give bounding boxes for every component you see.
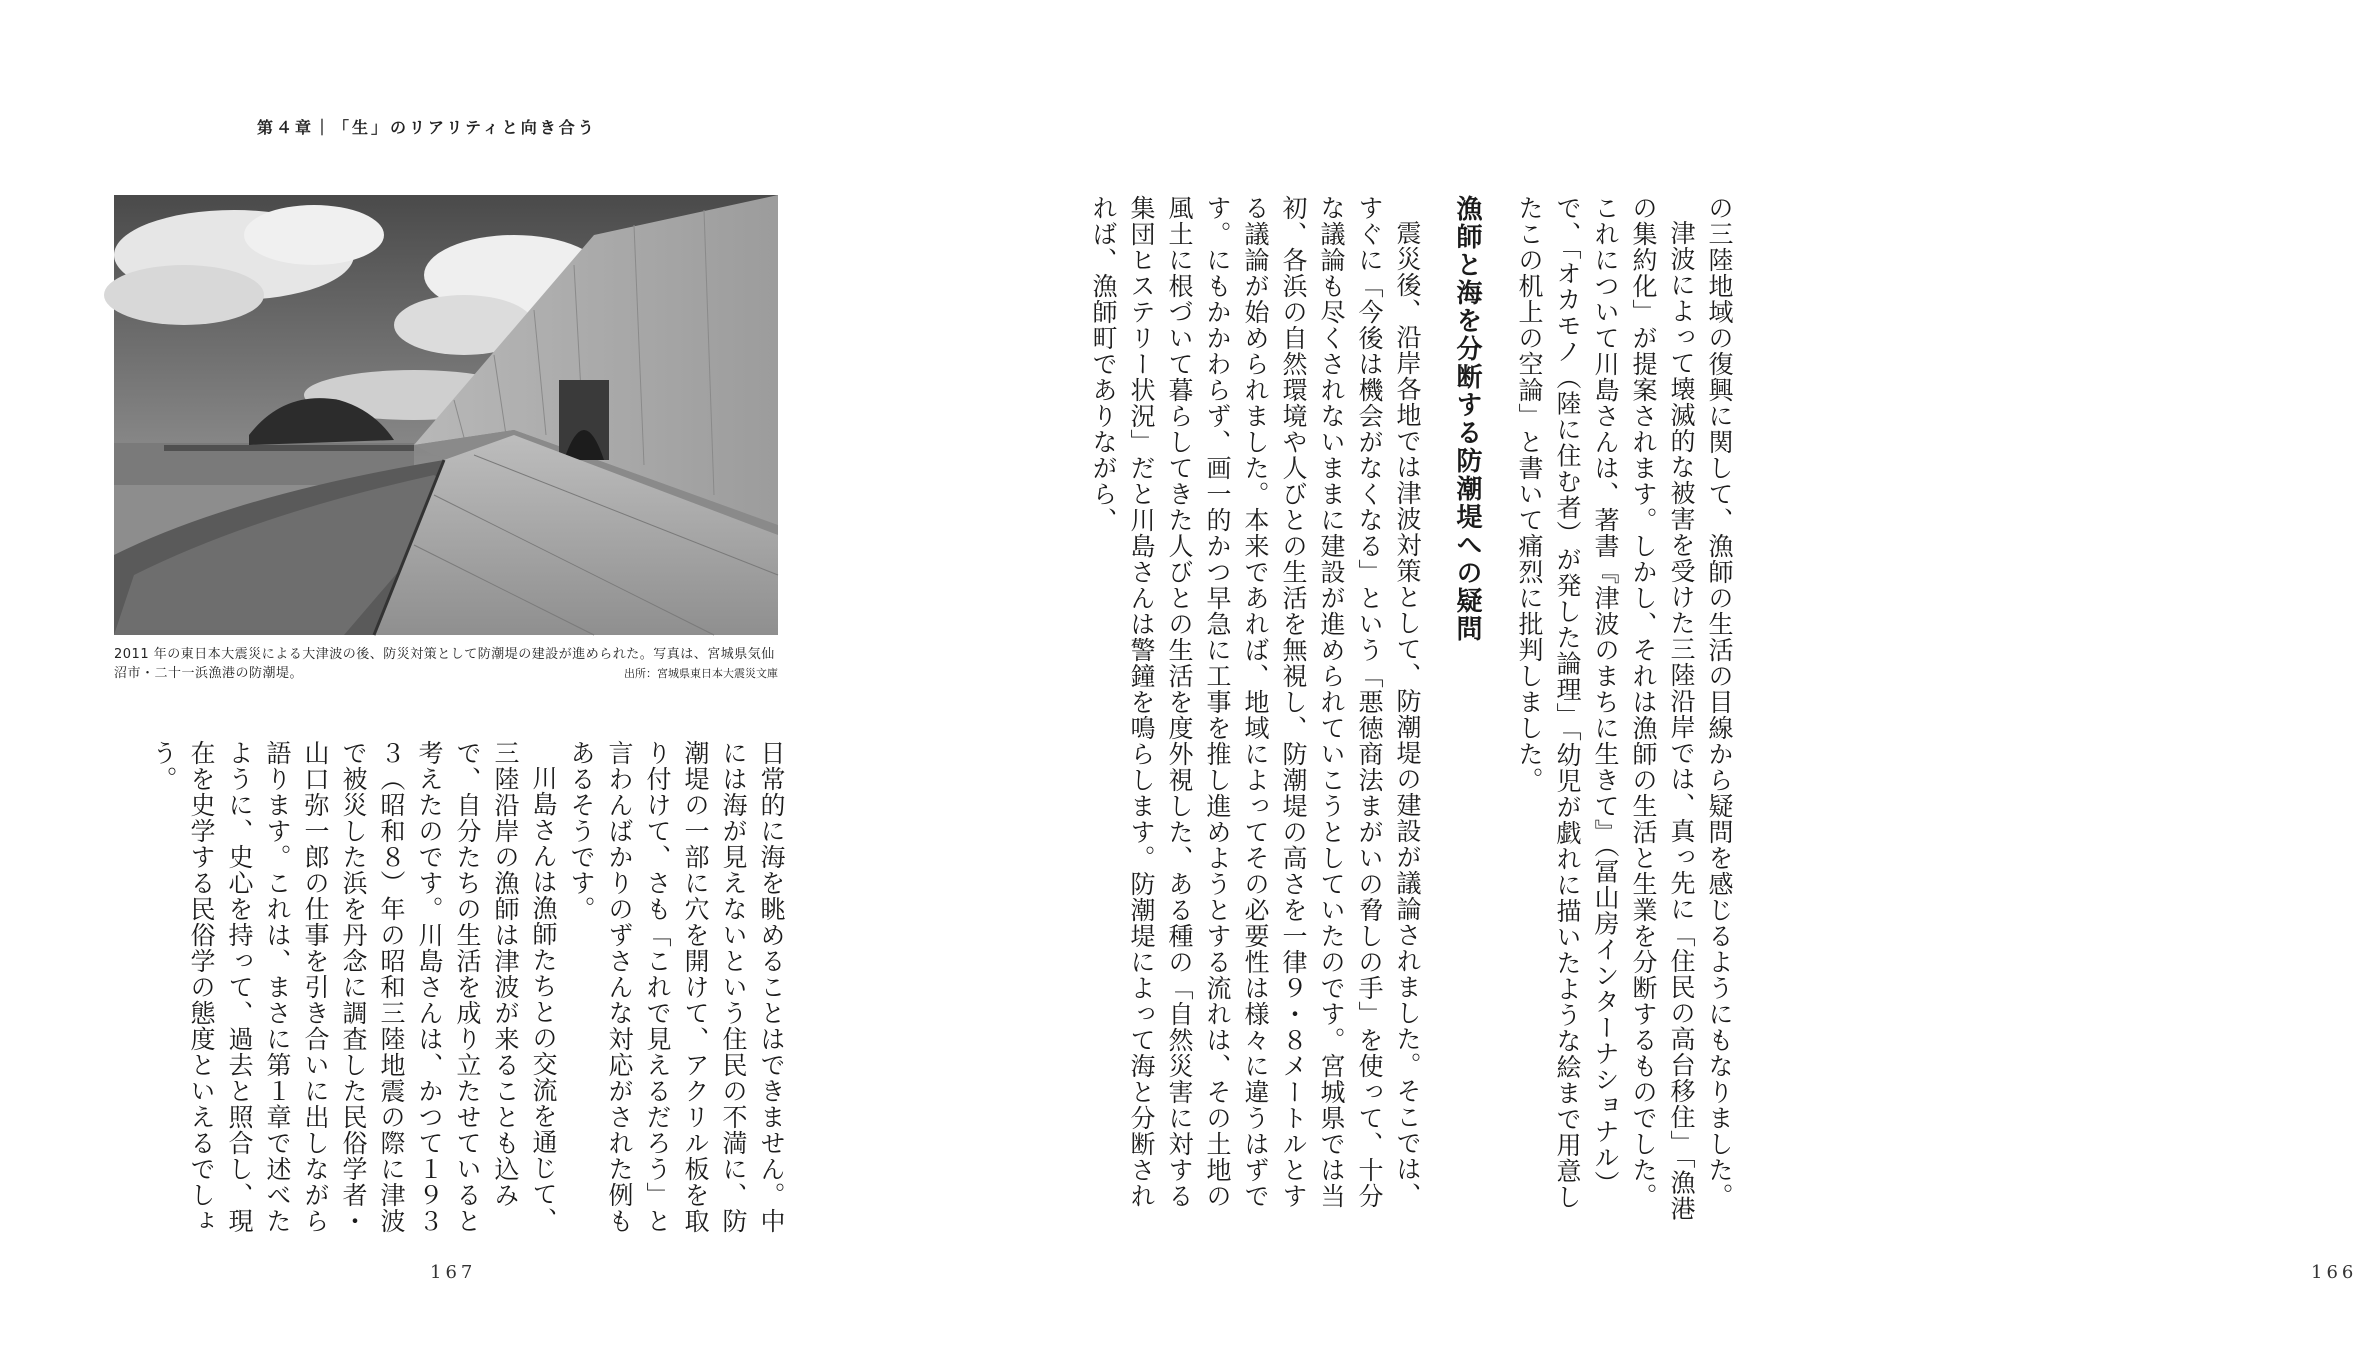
paragraph: 川島さんは漁師たちとの交流を通じて、三陸沿岸の漁師は津波が来ることも込みで、自分たちの生活を成り立たせていると考えたのです。川島さんは、かつて１９３３（昭和８）年の昭和三陸地震の際に津波で被災した浜を丹念に調査した民俗学者・山口弥一郎の仕事を引き合いに出しながら語ります。これは、まさに第１章で述べたように、史心を持って、過去と照合し、現在を史学する民俗学の態度といえるでしょう。 bbox=[149, 740, 558, 1234]
caption-text: 2011 年の東日本大震災による大津波の後、防災対策として防潮堤の建設が進められた。写真は、宮城県気仙沼市・二十一浜漁港の防潮堤。 bbox=[114, 647, 775, 681]
running-head: 第４章｜「生」のリアリティと向き合う bbox=[257, 118, 597, 137]
section-heading: 漁師と海を分断する防潮堤への疑問 bbox=[1452, 195, 1482, 643]
right-page bbox=[916, 0, 2357, 1350]
paragraph: の三陸地域の復興に関して、漁師の生活の目線から疑問を感じるようにもなりました。 bbox=[1705, 195, 1734, 1209]
right-body-text bbox=[948, 195, 1738, 1225]
page-number: 166 bbox=[2311, 1262, 2357, 1283]
left-page bbox=[0, 0, 916, 1350]
seawall-photo-icon bbox=[114, 195, 778, 635]
page-number: 167 bbox=[430, 1262, 477, 1283]
paragraph: 津波によって壊滅的な被害を受けた三陸沿岸では、真っ先に「住民の高台移住」「漁港の集約化」が提案されます。しかし、それは漁師の生活と生業を分断するものでした。これについて川島さんは、著書『津波のまちに生きて』（冨山房インターナショナル）で、「オカモノ（陸に住む者）が発した論理」「幼児が戯れに描いたような絵まで用意したこの机上の空論」と書いて痛烈に批判しました。 bbox=[1515, 195, 1696, 1222]
photo-caption bbox=[114, 645, 778, 683]
paragraph: 震災後、沿岸各地では津波対策として、防潮堤の建設が議論されました。そこでは、すぐに「今後は機会がなくなる」という「悪徳商法まがいの脅しの手」を使って、十分な議論も尽くされないままに建設が進められていこうとしていたのです。宮城県では当初、各浜の自然環境や人びとの生活を無視し、防潮堤の高さを一律９・８メートルとする議論が始められました。本来であれば、地域によってその必要性は様々に違うはずです。にもかかわらず、画一的かつ早急に工事を推し進めようとする流れは、その土地の風土に根づいて暮らしてきた人びとの生活を度外視した、ある種の「自然災害に対する集団ヒステリー状況」だと川島さんは警鐘を鳴らします。防潮堤によって海と分断されれば、漁師町でありながら、 bbox=[1089, 195, 1422, 1209]
left-body-text bbox=[110, 740, 790, 1240]
seawall-photo bbox=[114, 195, 778, 635]
caption-credit: 出所：宮城県東日本大震災文庫 bbox=[624, 667, 778, 680]
paragraph: 日常的に海を眺めることはできません。中には海が見えないという住民の不満に、防潮堤の一部に穴を開けて、アクリル板を取り付けて、さも「これで見えるだろう」と言わんばかりのずさんな対応がされた例もあるそうです。 bbox=[567, 740, 786, 1234]
